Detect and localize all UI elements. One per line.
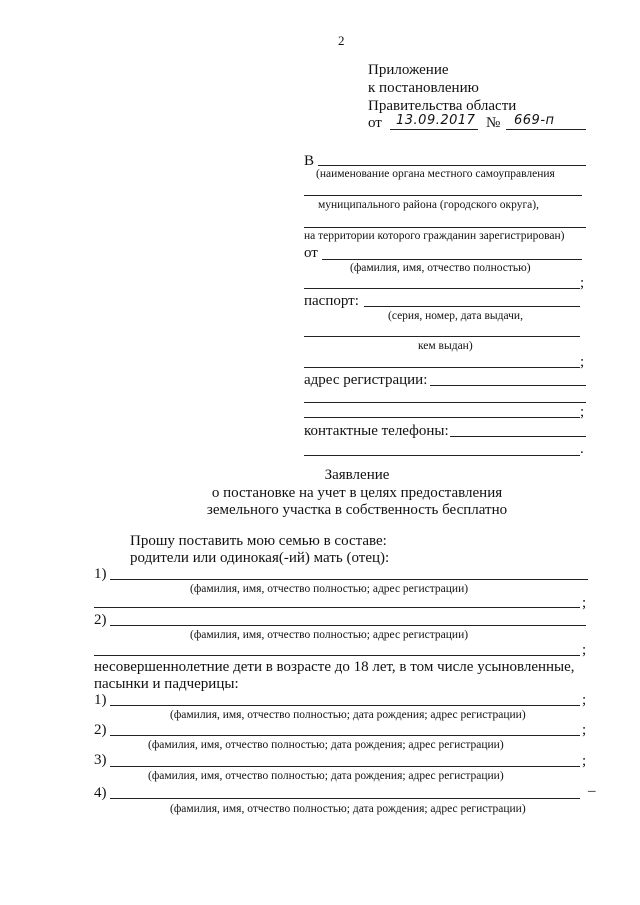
parent-line-2: [94, 607, 580, 608]
authority-line: [318, 165, 586, 166]
address-line: [430, 385, 586, 386]
parent-line: [110, 579, 588, 580]
authority-line-3: [304, 227, 586, 228]
dash: –: [588, 783, 596, 799]
issued-by-hint: кем выдан): [418, 340, 473, 352]
child-line: [110, 705, 580, 706]
passport-hint: (серия, номер, дата выдачи,: [388, 310, 523, 322]
page-number: 2: [338, 33, 345, 48]
appendix-line-2: к постановлению: [368, 80, 479, 96]
date-underline: [390, 129, 478, 130]
from-label: от: [368, 115, 382, 131]
applicant-name-line: [322, 259, 582, 260]
child-line: [110, 798, 580, 799]
document-title: Заявление: [324, 467, 390, 483]
child-number: 1): [94, 692, 107, 708]
semicolon: ;: [580, 404, 585, 420]
request-text: Прошу поставить мою семью в составе:: [130, 533, 387, 549]
appendix-line-3: Правительства области: [368, 98, 517, 114]
number-handwritten: 669-п: [514, 113, 555, 128]
semicolon: ;: [580, 275, 585, 291]
parent-line: [110, 625, 586, 626]
child-number: 4): [94, 785, 107, 801]
authority-hint: (наименование органа местного самоуправления: [316, 168, 555, 180]
child-line: [110, 735, 580, 736]
children-intro-2: пасынки и падчерицы:: [94, 676, 239, 692]
semicolon: ;: [582, 722, 587, 738]
document-subtitle-1: о постановке на учет в целях предоставления: [211, 485, 503, 501]
address-label: адрес регистрации:: [304, 372, 428, 388]
address-line-2: [304, 402, 586, 403]
phones-line: [450, 436, 586, 437]
child-hint: (фамилия, имя, отчество полностью; дата рождения; адрес регистрации): [148, 739, 504, 751]
semicolon: ;: [582, 595, 587, 611]
district-hint: муниципального района (городского округа),: [318, 199, 539, 211]
child-number: 3): [94, 752, 107, 768]
parent-hint: (фамилия, имя, отчество полностью; адрес регистрации): [190, 629, 469, 641]
child-hint: (фамилия, имя, отчество полностью; дата рождения; адрес регистрации): [148, 770, 504, 782]
passport-label: паспорт:: [304, 293, 359, 309]
number-underline: [506, 129, 586, 130]
appendix-title: Приложение: [368, 62, 449, 78]
child-number: 2): [94, 722, 107, 738]
phones-line-2: [304, 455, 580, 456]
parent-line-2: [94, 655, 580, 656]
child-line: [110, 766, 580, 767]
semicolon: ;: [580, 354, 585, 370]
date-handwritten: 13.09.2017: [396, 113, 476, 128]
phones-label: контактные телефоны:: [304, 423, 449, 439]
parent-number: 1): [94, 566, 107, 582]
semicolon: ;: [582, 753, 587, 769]
to-label: В: [304, 153, 315, 169]
children-intro: несовершеннолетние дети в возрасте до 18 лет, в том числе усыновленные,: [94, 659, 575, 675]
passport-line-3: [304, 367, 580, 368]
passport-line: [364, 306, 580, 307]
passport-line-2: [304, 336, 580, 337]
applicant-name-line-2: [304, 288, 580, 289]
registration-hint: на территории которого гражданин зарегистрирован): [304, 230, 565, 242]
child-hint: (фамилия, имя, отчество полностью; дата рождения; адрес регистрации): [170, 709, 526, 721]
semicolon: ;: [582, 642, 587, 658]
applicant-from-label: от: [304, 245, 318, 261]
parent-hint: (фамилия, имя, отчество полностью; адрес регистрации): [190, 583, 469, 595]
child-hint: (фамилия, имя, отчество полностью; дата рождения; адрес регистрации): [170, 803, 526, 815]
parent-number: 2): [94, 612, 107, 628]
number-label: №: [486, 115, 501, 131]
address-line-3: [304, 417, 580, 418]
parents-text: родители или одинокая(-ий) мать (отец):: [130, 550, 390, 566]
document-subtitle-2: земельного участка в собственность бесплатно: [206, 502, 508, 518]
semicolon: ;: [582, 692, 587, 708]
authority-line-2: [304, 195, 582, 196]
period: .: [580, 441, 584, 457]
name-hint: (фамилия, имя, отчество полностью): [350, 262, 531, 274]
